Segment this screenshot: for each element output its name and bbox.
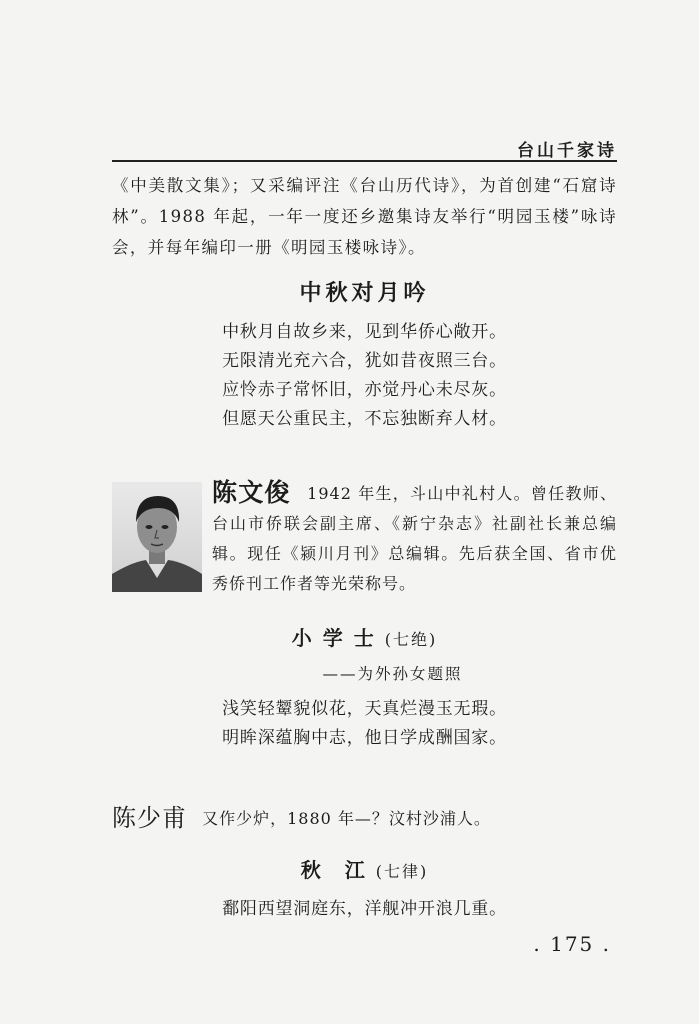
poem-title-block [112,622,617,651]
page-number: . 175 . [533,932,611,956]
author-bio: 1942 年生，斗山中礼村人。曾任教师、台山市侨联会副主席、《新宁杂志》社副社长兼总编辑。现任《颍川月刊》总编辑。先后获全国、省市优秀侨刊工作者等光荣称号。 [212,484,617,593]
author-name: 陈文俊 [212,478,291,507]
poem-subtitle: ——为外孙女题照 [322,665,463,683]
poem-title-block [112,854,617,883]
author-bio-block [112,798,491,833]
poem-line: 浅笑轻颦貌似花，天真烂漫玉无瑕。 [222,699,507,719]
author-bio-block [212,478,617,599]
poem-form: (七律) [375,862,429,881]
poem-line: 应怜赤子常怀旧，亦觉丹心未尽灰。 [222,380,507,400]
author-name: 陈少甫 [112,804,187,832]
poem-title: 中秋对月吟 [299,281,430,306]
poem-line: 但愿天公重民主，不忘独断弃人材。 [222,409,507,429]
poem-title: 秋 江 [300,858,367,882]
intro-paragraph: 《中美散文集》；又采编评注《台山历代诗》，为首创建“石窟诗林”。1988 年起，一年一度还乡邀集诗友举行“明园玉楼”咏诗会，并每年编印一册《明园玉楼咏诗》。 [112,176,617,257]
running-header-title: 台山千家诗 [517,141,617,161]
poem-title: 小 学 士 [291,626,376,650]
poem-line: 明眸深蕴胸中志，他日学成酬国家。 [222,728,507,748]
author-portrait-photo [112,482,202,592]
poem-form: (七绝) [384,630,438,649]
header-rule [112,160,617,162]
author-bio: 又作少炉，1880 年—？汶村沙浦人。 [202,809,491,828]
poem-line: 无限清光充六合，犹如昔夜照三台。 [222,351,507,371]
poem-line: 鄱阳西望洞庭东，洋舰冲开浪几重。 [222,899,507,919]
poem-line: 中秋月自故乡来，见到华侨心敞开。 [222,322,507,342]
